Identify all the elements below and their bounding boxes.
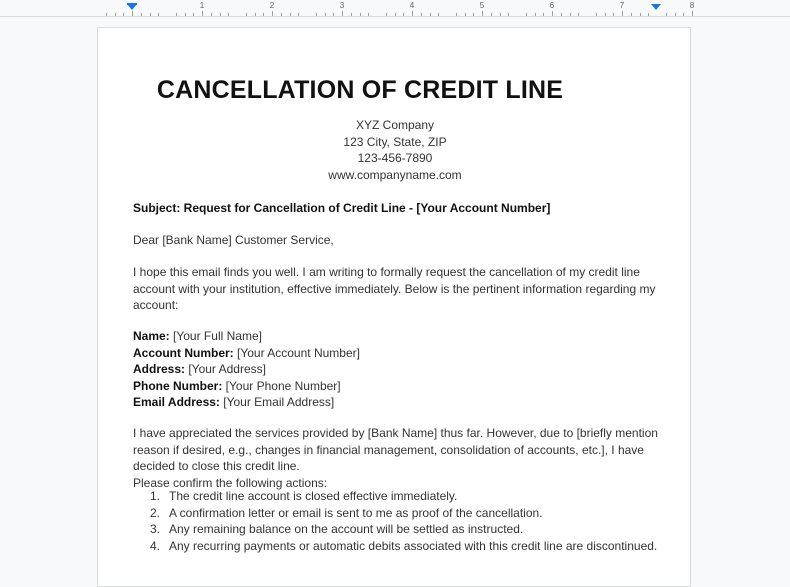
ruler-tick <box>473 13 474 16</box>
ruler-tick <box>500 13 501 16</box>
ruler-tick <box>115 13 116 16</box>
ruler-tick <box>123 13 124 16</box>
ruler-tick <box>683 13 684 16</box>
ruler-tick <box>368 13 369 16</box>
field-email-address <box>133 394 658 411</box>
ruler-tick <box>508 13 509 16</box>
field-label: Phone Number: <box>133 378 223 393</box>
ruler-tick <box>552 11 553 16</box>
field-value: [Your Full Name] <box>169 329 262 343</box>
list-item <box>133 521 673 538</box>
ruler-tick <box>596 13 597 16</box>
horizontal-ruler[interactable] <box>0 0 790 17</box>
ruler-tick <box>438 13 439 16</box>
ruler-label: 6 <box>549 1 555 10</box>
field-label: Name: <box>133 329 170 343</box>
field-value: [Your Phone Number] <box>222 378 341 393</box>
list-number: 3. <box>150 522 161 536</box>
ruler-tick <box>491 13 492 16</box>
ruler-tick <box>613 13 614 16</box>
list-number: 1. <box>150 489 161 503</box>
ruler-label: 4 <box>409 1 415 10</box>
ruler-tick <box>211 13 212 16</box>
ruler-tick <box>640 13 641 16</box>
ruler-tick <box>631 13 632 16</box>
ruler-tick <box>692 11 693 16</box>
reason-paragraph <box>133 425 658 491</box>
ruler-track <box>97 0 695 16</box>
ruler-tick <box>333 13 334 16</box>
list-number: 4. <box>150 538 161 553</box>
reason-line: decided to close this credit line. <box>133 459 300 473</box>
ruler-tick <box>202 11 203 16</box>
ruler-tick <box>395 13 396 16</box>
list-item <box>133 505 673 522</box>
field-value: [Your Address] <box>185 362 266 376</box>
ruler-tick <box>228 13 229 16</box>
ruler-tick <box>132 11 133 16</box>
ruler-tick <box>622 11 623 16</box>
ruler-tick <box>482 11 483 16</box>
greeting: Dear [Bank Name] Customer Service, <box>133 233 334 247</box>
ruler-tick <box>298 13 299 16</box>
ruler-tick <box>526 13 527 16</box>
list-text: The credit line account is closed effective immediately. <box>169 489 458 503</box>
ruler-tick <box>325 13 326 16</box>
intro-line: account: <box>133 298 179 312</box>
ruler-tick <box>150 13 151 16</box>
list-text: A confirmation letter or email is sent to me as proof of the cancellation. <box>169 505 543 520</box>
list-item <box>133 538 673 555</box>
document-page[interactable] <box>97 27 691 587</box>
subject-line: Subject: Request for Cancellation of Credit Line - [Your Account Number] <box>133 201 551 215</box>
ruler-tick <box>351 13 352 16</box>
ruler-tick <box>666 13 667 16</box>
ruler-tick <box>158 13 159 16</box>
list-text: Any recurring payments or automatic debits associated with this credit line are discontinued. <box>169 538 658 553</box>
actions-list <box>133 488 673 554</box>
field-label: Email Address: <box>133 395 220 409</box>
ruler-tick <box>281 13 282 16</box>
list-number: 2. <box>150 505 161 520</box>
ruler-tick <box>578 13 579 16</box>
ruler-tick <box>255 13 256 16</box>
ruler-tick <box>430 13 431 16</box>
ruler-tick <box>605 13 606 16</box>
left-indent-marker-icon[interactable] <box>127 4 137 10</box>
ruler-label: 2 <box>269 1 275 10</box>
ruler-tick <box>360 13 361 16</box>
ruler-tick <box>403 13 404 16</box>
ruler-tick <box>648 13 649 16</box>
ruler-tick <box>263 13 264 16</box>
ruler-tick <box>465 13 466 16</box>
account-info-block <box>133 328 658 411</box>
field-label: Account Number: <box>133 345 234 360</box>
ruler-tick <box>386 13 387 16</box>
ruler-tick <box>535 13 536 16</box>
list-text: Any remaining balance on the account will be settled as instructed. <box>169 522 524 536</box>
ruler-label: 1 <box>199 1 205 10</box>
document-title: CANCELLATION OF CREDIT LINE <box>156 76 564 104</box>
ruler-tick <box>456 13 457 16</box>
ruler-label: 8 <box>689 1 695 10</box>
ruler-tick <box>290 13 291 16</box>
field-phone-number <box>133 378 658 395</box>
reason-line: reason if desired, e.g., changes in financial management, consolidation of accounts, etc.], I have <box>133 442 644 457</box>
right-indent-marker-icon[interactable] <box>651 4 661 10</box>
ruler-tick <box>570 13 571 16</box>
ruler-tick <box>421 13 422 16</box>
field-label: Address: <box>133 362 186 376</box>
ruler-tick <box>185 13 186 16</box>
ruler-tick <box>272 11 273 16</box>
ruler-label: 7 <box>619 1 625 10</box>
company-address: 123 City, State, ZIP <box>343 134 447 149</box>
intro-line: I hope this email finds you well. I am writing to formally request the cancellation of my credit line <box>133 265 640 279</box>
intro-paragraph <box>133 264 658 314</box>
company-website: www.companyname.com <box>328 167 462 182</box>
ruler-tick <box>141 13 142 16</box>
ruler-tick <box>193 13 194 16</box>
reason-line: I have appreciated the services provided by [Bank Name] thus far. However, due to [briefly mention <box>133 426 658 440</box>
field-value: [Your Account Number] <box>233 345 360 360</box>
ruler-tick <box>106 13 107 16</box>
ruler-label: 3 <box>339 1 345 10</box>
confirm-intro: Please confirm the following actions: <box>133 475 328 490</box>
ruler-tick <box>246 13 247 16</box>
ruler-label: 5 <box>479 1 485 10</box>
ruler-tick <box>220 13 221 16</box>
company-phone: 123-456-7890 <box>357 151 433 165</box>
intro-line: account with your institution, effective immediately. Below is the pertinent information regarding my <box>133 281 656 296</box>
ruler-tick <box>342 11 343 16</box>
ruler-tick <box>412 11 413 16</box>
ruler-tick <box>675 13 676 16</box>
ruler-tick <box>176 13 177 16</box>
field-value: [Your Email Address] <box>219 395 335 409</box>
ruler-tick <box>543 13 544 16</box>
list-item <box>133 488 673 505</box>
ruler-tick <box>561 13 562 16</box>
company-name: XYZ Company <box>355 118 435 132</box>
ruler-tick <box>316 13 317 16</box>
field-name <box>133 328 658 345</box>
field-address <box>133 361 658 378</box>
field-account-number <box>133 345 658 362</box>
company-header <box>98 117 692 183</box>
